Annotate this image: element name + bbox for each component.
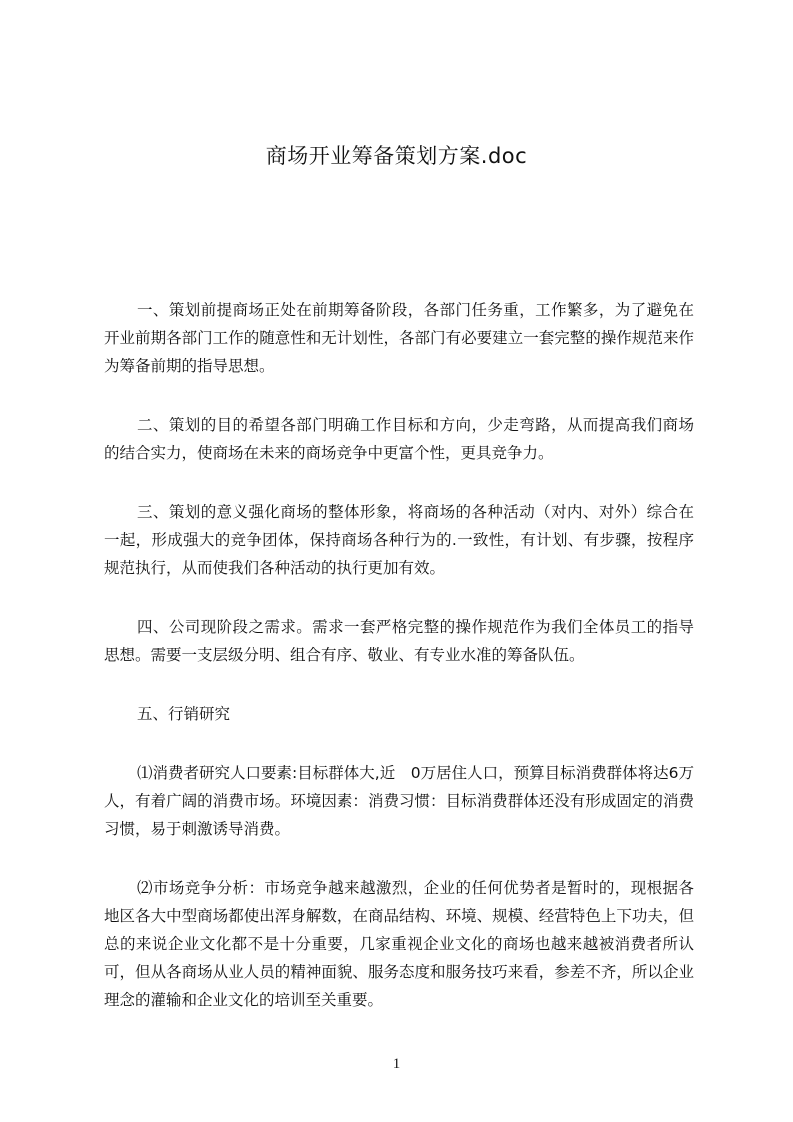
document-title: 商场开业筹备策划方案.doc [265, 144, 528, 168]
paragraph-market-competition: ⑵市场竞争分析：市场竞争越来越激烈，企业的任何优势者是暂时的，现根据各地区各大中型商场都使出浑身解数，在商品结构、环境、规模、经营特色上下功夫，但总的来说企业文化都不是十分重要，几家重视企业文化的商场也越来越被消费者所认可，但从各商场从业人员的精神面貌、服务态度和服务技巧来看，参差不齐，所以企业理念的灌输和企业文化的培训至关重要。 [104, 879, 694, 1009]
paragraph-planning-purpose: 二、策划的目的希望各部门明确工作目标和方向，少走弯路，从而提高我们商场的结合实力，使商场在未来的商场竞争中更富个性，更具竞争力。 [104, 416, 694, 462]
section-heading-marketing-research: 五、行销研究 [137, 705, 231, 723]
paragraph-planning-significance: 三、策划的意义强化商场的整体形象，将商场的各种活动（对内、对外）综合在一起，形成强大的竞争团体，保持商场各种行为的.一致性，有计划、有步骤，按程序规范执行，从而使我们各种活动的执行更加有效。 [104, 503, 694, 577]
paragraph-company-needs: 四、公司现阶段之需求。需求一套严格完整的操作规范作为我们全体员工的指导思想。需要一支层级分明、组合有序、敬业、有专业水准的筹备队伍。 [104, 618, 694, 664]
paragraph-planning-premise: 一、策划前提商场正处在前期筹备阶段，各部门任务重，工作繁多，为了避免在开业前期各部门工作的随意性和无计划性，各部门有必要建立一套完整的操作规范来作为筹备前期的指导思想。 [104, 301, 694, 375]
paragraph-consumer-research: ⑴消费者研究人口要素:目标群体大,近 0万居住人口，预算目标消费群体将达6万人，有着广阔的消费市场。环境因素：消费习惯：目标消费群体还没有形成固定的消费习惯，易于刺激诱导消费。 [104, 764, 694, 838]
page-number: 1 [392, 1056, 401, 1072]
document-body [104, 296, 694, 1045]
